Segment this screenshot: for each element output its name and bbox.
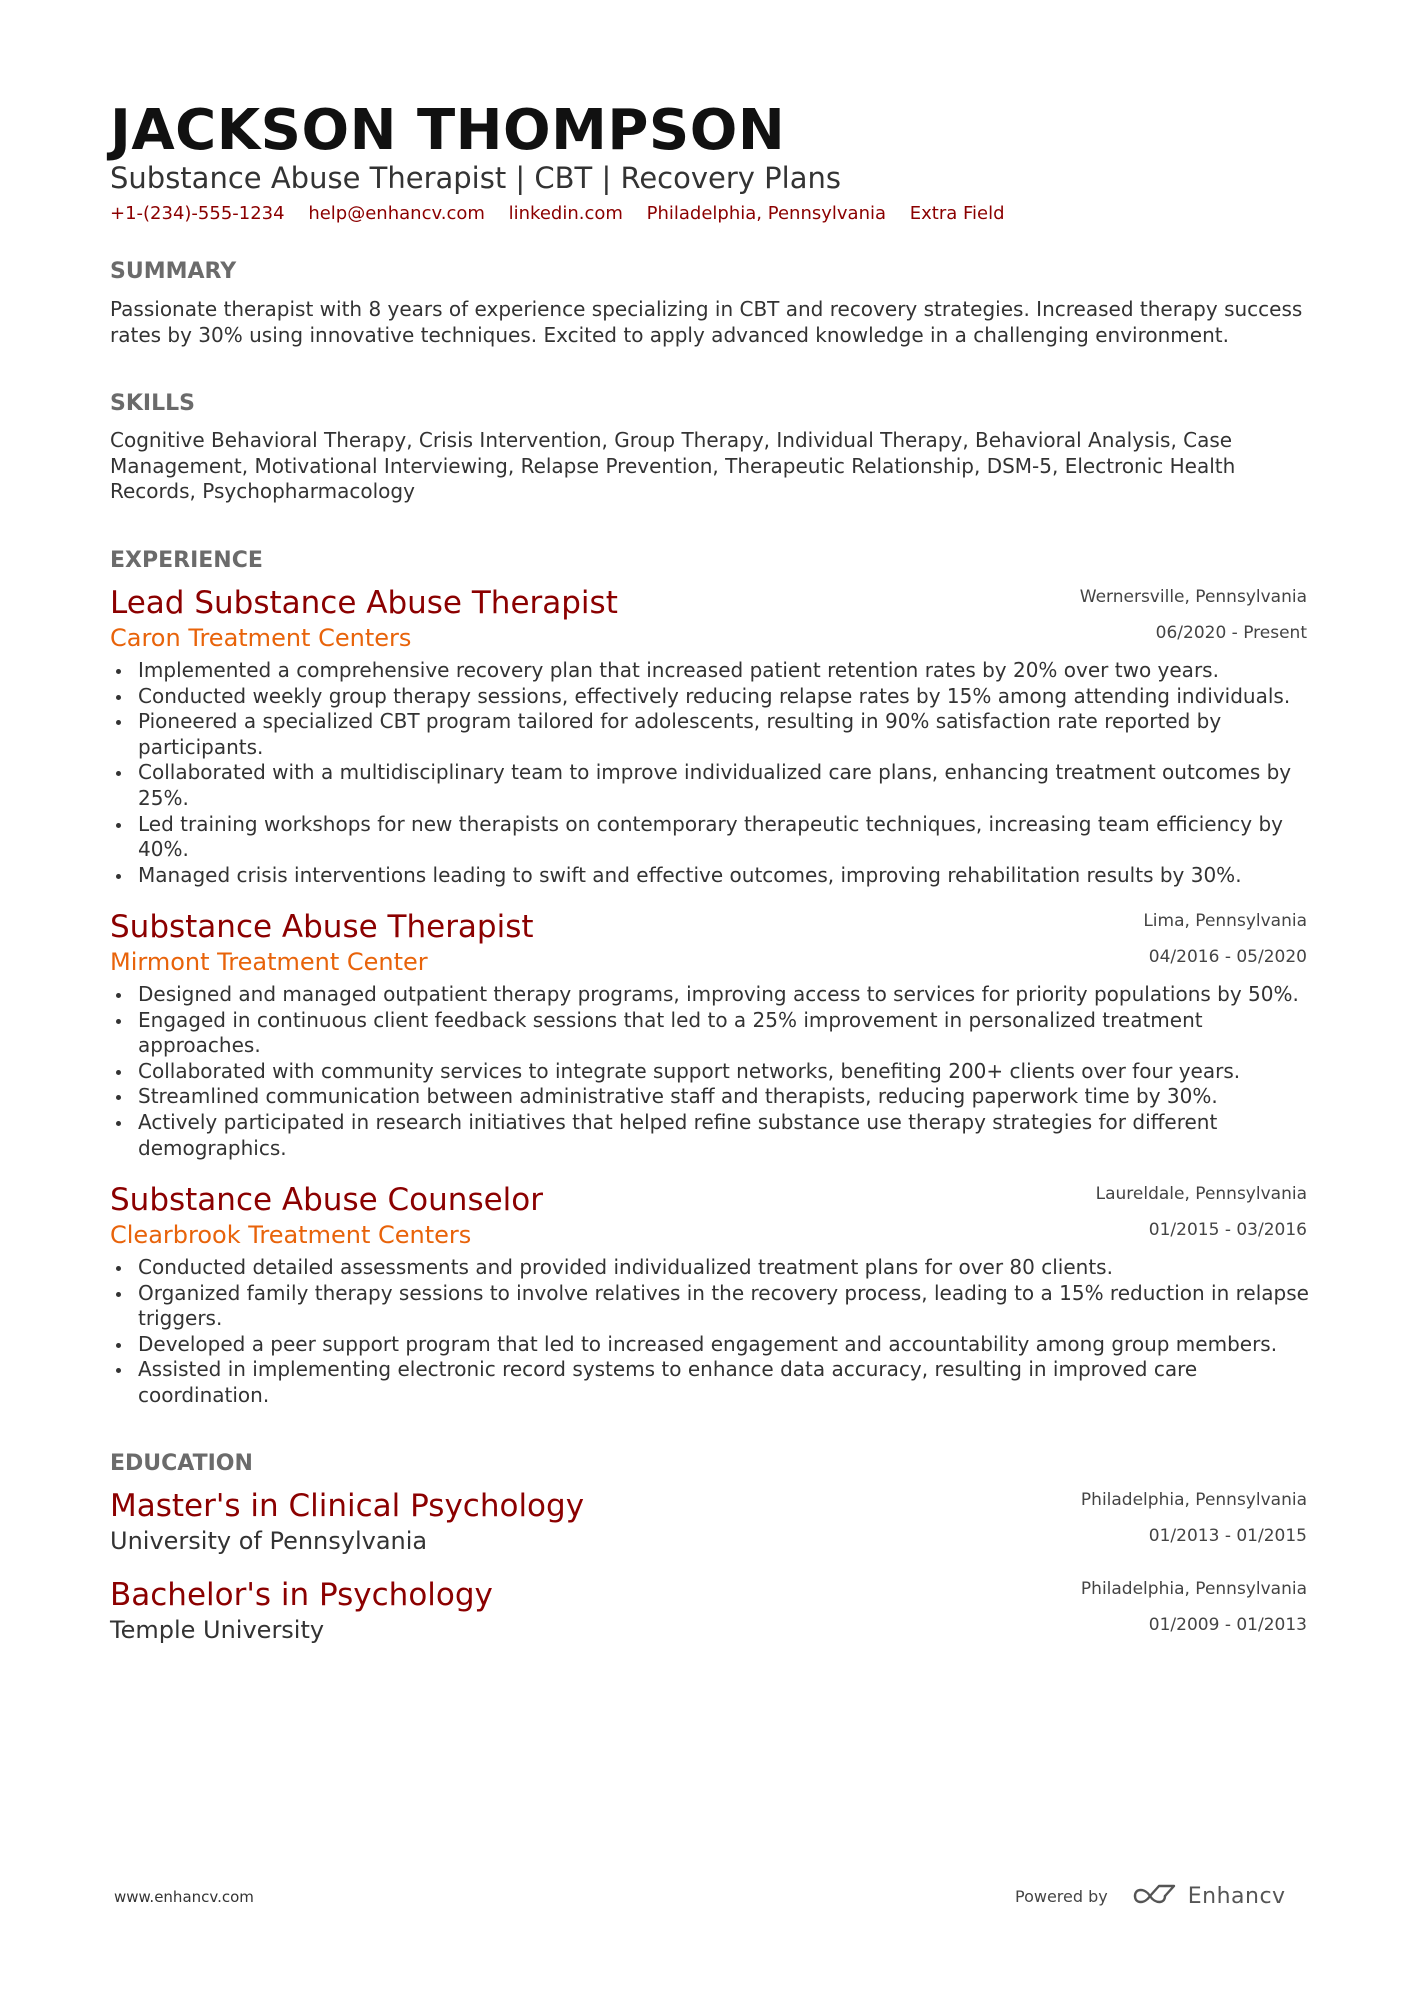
job-dates: 06/2020 - Present bbox=[1155, 623, 1307, 643]
job-title: Substance Abuse Therapist bbox=[110, 909, 534, 945]
footer-branding bbox=[1015, 1878, 1286, 1914]
skills-text: Cognitive Behavioral Therapy, Crisis Intervention, Group Therapy, Individual Therapy, Behavioral Analysis, Case Management, Motivational Interviewing, Relapse Prevention, Therapeutic Relationship, DSM-5, Electronic Health Records, Psychopharmacology bbox=[110, 428, 1236, 503]
job-company: Caron Treatment Centers bbox=[110, 624, 412, 652]
list-item: Pioneered a specialized CBT program tailored for adolescents, resulting in 90% satisfaction rate reported by participants. bbox=[110, 709, 1320, 760]
skills-heading: SKILLS bbox=[110, 391, 195, 416]
degree-title: Master's in Clinical Psychology bbox=[110, 1488, 585, 1524]
summary-text: Passionate therapist with 8 years of experience specializing in CBT and recovery strategies. Increased therapy success rates by 30% using innovative techniques. Excited to apply advanced knowledge in a challenging environment. bbox=[110, 297, 1303, 347]
job-company: Clearbrook Treatment Centers bbox=[110, 1221, 472, 1249]
contact-bar bbox=[110, 201, 1023, 227]
footer-website-link[interactable]: www.enhancv.com bbox=[114, 1888, 254, 1906]
job-company: Mirmont Treatment Center bbox=[110, 948, 428, 976]
list-item: Developed a peer support program that led to increased engagement and accountability among group members. bbox=[110, 1332, 1320, 1358]
education-location: Philadelphia, Pennsylvania bbox=[1080, 1490, 1307, 1510]
list-item: Collaborated with community services to integrate support networks, benefiting 200+ clients over four years. bbox=[110, 1059, 1320, 1085]
list-item: Managed crisis interventions leading to swift and effective outcomes, improving rehabilitation results by 30%. bbox=[110, 863, 1320, 889]
list-item: Implemented a comprehensive recovery plan that increased patient retention rates by 20% over two years. bbox=[110, 658, 1320, 684]
candidate-headline: Substance Abuse Therapist | CBT | Recovery Plans bbox=[110, 161, 841, 195]
contact-phone[interactable]: +1-(234)-555-1234 bbox=[110, 203, 285, 224]
list-item: Streamlined communication between administrative staff and therapists, reducing paperwork time by 30%. bbox=[110, 1084, 1320, 1110]
contact-extra-field: Extra Field bbox=[909, 203, 1005, 224]
list-item: Led training workshops for new therapists on contemporary therapeutic techniques, increasing team efficiency by 40%. bbox=[110, 812, 1320, 863]
powered-by-label: Powered by bbox=[1015, 1886, 1108, 1906]
school-name: University of Pennsylvania bbox=[110, 1527, 428, 1555]
job-location: Wernersville, Pennsylvania bbox=[1079, 587, 1307, 607]
education-location: Philadelphia, Pennsylvania bbox=[1080, 1579, 1307, 1599]
enhancv-logo-icon bbox=[1132, 1883, 1178, 1909]
list-item: Conducted detailed assessments and provided individualized treatment plans for over 80 clients. bbox=[110, 1255, 1320, 1281]
list-item: Actively participated in research initiatives that helped refine substance use therapy strategies for different demographics. bbox=[110, 1110, 1320, 1161]
list-item: Organized family therapy sessions to involve relatives in the recovery process, leading to a 15% reduction in relapse triggers. bbox=[110, 1281, 1320, 1332]
education-dates: 01/2013 - 01/2015 bbox=[1148, 1526, 1307, 1546]
candidate-name: JACKSON THOMPSON bbox=[110, 98, 786, 163]
list-item: Engaged in continuous client feedback sessions that led to a 25% improvement in personalized treatment approaches. bbox=[110, 1008, 1320, 1059]
enhancv-logo-text[interactable]: Enhancv bbox=[1187, 1883, 1286, 1909]
job-bullets bbox=[110, 1255, 1320, 1409]
job-location: Lima, Pennsylvania bbox=[1143, 911, 1307, 931]
job-location: Laureldale, Pennsylvania bbox=[1095, 1184, 1307, 1204]
education-heading: EDUCATION bbox=[110, 1451, 253, 1476]
experience-heading: EXPERIENCE bbox=[110, 548, 263, 573]
job-title: Lead Substance Abuse Therapist bbox=[110, 585, 618, 621]
job-title: Substance Abuse Counselor bbox=[110, 1182, 543, 1218]
summary-heading: SUMMARY bbox=[110, 259, 237, 284]
list-item: Assisted in implementing electronic record systems to enhance data accuracy, resulting in improved care coordination. bbox=[110, 1357, 1320, 1408]
job-dates: 04/2016 - 05/2020 bbox=[1148, 947, 1307, 967]
contact-email[interactable]: help@enhancv.com bbox=[308, 203, 485, 224]
list-item: Conducted weekly group therapy sessions, effectively reducing relapse rates by 15% among attending individuals. bbox=[110, 684, 1320, 710]
degree-title: Bachelor's in Psychology bbox=[110, 1577, 493, 1613]
list-item: Designed and managed outpatient therapy programs, improving access to services for priority populations by 50%. bbox=[110, 982, 1320, 1008]
job-bullets bbox=[110, 658, 1320, 888]
job-dates: 01/2015 - 03/2016 bbox=[1148, 1220, 1307, 1240]
contact-location: Philadelphia, Pennsylvania bbox=[646, 203, 887, 224]
education-dates: 01/2009 - 01/2013 bbox=[1148, 1615, 1307, 1635]
list-item: Collaborated with a multidisciplinary team to improve individualized care plans, enhancing treatment outcomes by 25%. bbox=[110, 760, 1320, 811]
school-name: Temple University bbox=[110, 1616, 325, 1644]
contact-linkedin[interactable]: linkedin.com bbox=[508, 203, 623, 224]
job-bullets bbox=[110, 982, 1320, 1161]
